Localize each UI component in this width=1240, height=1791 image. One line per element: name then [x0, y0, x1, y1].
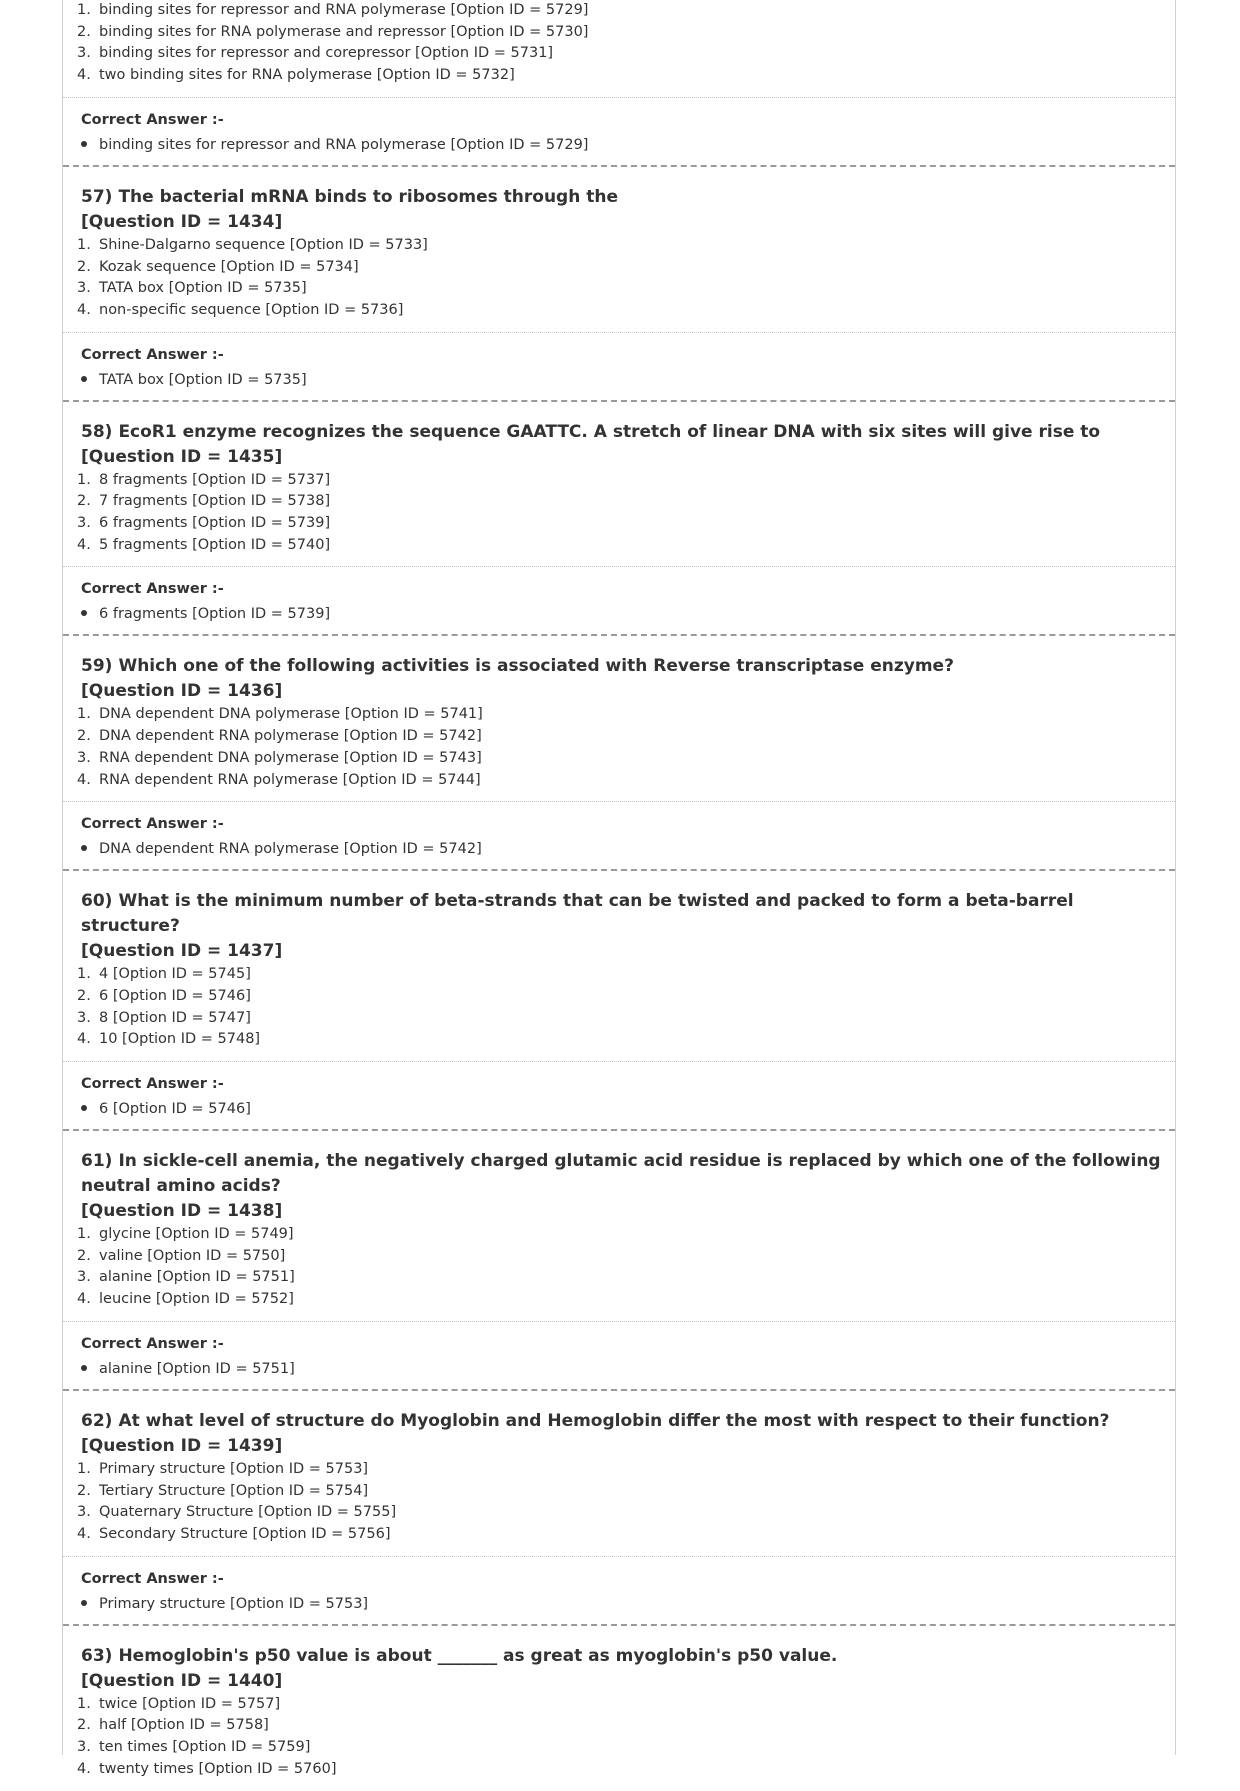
option-number: 1. [77, 2, 91, 18]
options-list [63, 964, 1175, 1061]
option-number: 4. [77, 1291, 91, 1308]
option-item [63, 1502, 1175, 1524]
option-item [63, 535, 1175, 557]
correct-answer-text: 6 fragments [Option ID = 5739] [99, 606, 331, 623]
option-text: 10 [Option ID = 5748] [99, 1031, 261, 1048]
option-item [63, 704, 1175, 726]
option-number: 4. [77, 1525, 91, 1542]
option-number: 2. [77, 493, 91, 510]
options [63, 1224, 1175, 1311]
question-number: 61) [81, 1151, 113, 1172]
question-text: What is the minimum number of beta-strands that can be twisted and packed to form a beta-barrel structure? [81, 891, 1074, 937]
option-text: Secondary Structure [Option ID = 5756] [99, 1525, 391, 1542]
correct-answer-box [63, 1061, 1175, 1131]
option-number: 3. [77, 1739, 91, 1756]
correct-answer-box [63, 801, 1175, 871]
options [63, 1459, 1175, 1546]
option-text: 6 fragments [Option ID = 5739] [99, 515, 331, 532]
option-item [63, 22, 1175, 44]
option-text: 7 fragments [Option ID = 5738] [99, 493, 331, 510]
option-item [63, 1289, 1175, 1311]
option-number: 3. [77, 1009, 91, 1026]
option-text: RNA dependent DNA polymerase [Option ID = 5743] [99, 749, 482, 766]
options [63, 470, 1175, 557]
correct-answer-label: Correct Answer :- [81, 1570, 224, 1587]
option-number: 4. [77, 1760, 91, 1777]
question-block-continued [63, 0, 1175, 167]
option-number: 1. [77, 1695, 91, 1712]
correct-answer [81, 604, 1175, 624]
question-block [63, 1131, 1175, 1391]
question-block [63, 1626, 1175, 1791]
option-text: twice [Option ID = 5757] [99, 1695, 281, 1712]
question-block [63, 402, 1175, 637]
option-item [63, 235, 1175, 257]
option-text: 6 [Option ID = 5746] [99, 987, 251, 1004]
option-number: 3. [77, 45, 91, 62]
option-item [63, 986, 1175, 1008]
correct-answer-label: Correct Answer :- [81, 1076, 224, 1093]
options [63, 235, 1175, 322]
question-title [81, 871, 1175, 939]
correct-answer [81, 1594, 1175, 1614]
correct-answer [81, 839, 1175, 859]
correct-answer [81, 1099, 1175, 1119]
question-text: Which one of the following activities is associated with Reverse transcriptase enzyme? [118, 656, 954, 677]
option-number: 4. [77, 771, 91, 788]
bullet-icon [81, 1105, 87, 1111]
option-item [63, 770, 1175, 792]
bullet-icon [81, 845, 87, 851]
correct-answer-box [63, 1321, 1175, 1391]
option-number: 3. [77, 1269, 91, 1286]
option-item [63, 1759, 1175, 1781]
correct-answer-label: Correct Answer :- [81, 581, 224, 598]
option-item [63, 1524, 1175, 1546]
options-list [63, 1459, 1175, 1556]
correct-answer-box [63, 97, 1175, 167]
option-number: 2. [77, 258, 91, 275]
options [63, 964, 1175, 1051]
question-id: [Question ID = 1439] [81, 1435, 283, 1456]
option-number: 2. [77, 23, 91, 40]
correct-answer-label: Correct Answer :- [81, 346, 224, 363]
option-item [63, 964, 1175, 986]
options [63, 0, 1175, 87]
question-number: 63) [81, 1645, 113, 1666]
question-title [81, 636, 1175, 679]
option-item [63, 0, 1175, 22]
option-text: 8 fragments [Option ID = 5737] [99, 471, 331, 488]
option-number: 4. [77, 1031, 91, 1048]
option-number: 4. [77, 301, 91, 318]
option-number: 2. [77, 728, 91, 745]
option-item [63, 257, 1175, 279]
option-item [63, 513, 1175, 535]
option-text: leucine [Option ID = 5752] [99, 1291, 294, 1308]
option-item [63, 1246, 1175, 1268]
question-text: EcoR1 enzyme recognizes the sequence GAATTC. A stretch of linear DNA with six sites will give rise to [118, 421, 1101, 442]
option-item [63, 1008, 1175, 1030]
question-number: 60) [81, 891, 113, 912]
option-number: 1. [77, 471, 91, 488]
bullet-icon [81, 376, 87, 382]
question-block [63, 636, 1175, 871]
option-text: DNA dependent DNA polymerase [Option ID = 5741] [99, 706, 483, 723]
option-item [63, 278, 1175, 300]
option-text: binding sites for repressor and corepressor [Option ID = 5731] [99, 45, 554, 62]
option-item [63, 1481, 1175, 1503]
options-list [63, 1694, 1175, 1791]
correct-answer-text: binding sites for repressor and RNA polymerase [Option ID = 5729] [99, 136, 589, 153]
question-text: Hemoglobin's p50 value is about _______ as great as myoglobin's p50 value. [118, 1645, 838, 1666]
option-item [63, 1715, 1175, 1737]
bullet-icon [81, 610, 87, 616]
option-text: valine [Option ID = 5750] [99, 1247, 286, 1264]
options [63, 704, 1175, 791]
options-list [63, 470, 1175, 567]
option-item [63, 1737, 1175, 1759]
option-text: ten times [Option ID = 5759] [99, 1739, 311, 1756]
question-id: [Question ID = 1440] [81, 1670, 283, 1691]
option-text: Primary structure [Option ID = 5753] [99, 1460, 369, 1477]
option-text: 8 [Option ID = 5747] [99, 1009, 251, 1026]
question-text: In sickle-cell anemia, the negatively charged glutamic acid residue is replaced by which one of the following neutral amino acids? [81, 1151, 1161, 1197]
option-text: RNA dependent RNA polymerase [Option ID = 5744] [99, 771, 481, 788]
question-title [81, 167, 1175, 210]
correct-answer [81, 1359, 1175, 1379]
option-text: DNA dependent RNA polymerase [Option ID = 5742] [99, 728, 482, 745]
question-number: 62) [81, 1410, 113, 1431]
question-id: [Question ID = 1437] [81, 941, 283, 962]
option-text: two binding sites for RNA polymerase [Option ID = 5732] [99, 67, 515, 84]
option-number: 1. [77, 706, 91, 723]
question-id: [Question ID = 1434] [81, 211, 283, 232]
correct-answer-text: alanine [Option ID = 5751] [99, 1360, 295, 1377]
option-text: TATA box [Option ID = 5735] [99, 280, 307, 297]
option-text: glycine [Option ID = 5749] [99, 1226, 294, 1243]
question-number: 58) [81, 421, 113, 442]
option-item [63, 491, 1175, 513]
option-number: 4. [77, 67, 91, 84]
correct-answer-box [63, 332, 1175, 402]
option-number: 1. [77, 1460, 91, 1477]
correct-answer-box [63, 566, 1175, 636]
options-list [63, 235, 1175, 332]
option-number: 2. [77, 987, 91, 1004]
option-number: 2. [77, 1717, 91, 1734]
question-title [81, 1626, 1175, 1669]
option-item [63, 726, 1175, 748]
question-title [81, 402, 1175, 445]
option-item [63, 300, 1175, 322]
option-text: binding sites for RNA polymerase and repressor [Option ID = 5730] [99, 23, 589, 40]
options-list-continued [63, 0, 1175, 97]
correct-answer-text: DNA dependent RNA polymerase [Option ID = 5742] [99, 841, 482, 858]
option-item [63, 65, 1175, 87]
bullet-icon [81, 1365, 87, 1371]
option-number: 4. [77, 536, 91, 553]
option-text: 5 fragments [Option ID = 5740] [99, 536, 331, 553]
options [63, 1694, 1175, 1781]
option-item [63, 1224, 1175, 1246]
option-item [63, 43, 1175, 65]
option-number: 1. [77, 966, 91, 983]
question-block [63, 167, 1175, 402]
correct-answer-text: TATA box [Option ID = 5735] [99, 371, 307, 388]
options-list [63, 1224, 1175, 1321]
question-number: 59) [81, 656, 113, 677]
option-number: 2. [77, 1247, 91, 1264]
question-block [63, 871, 1175, 1131]
bullet-icon [81, 1600, 87, 1606]
option-text: binding sites for repressor and RNA polymerase [Option ID = 5729] [99, 2, 589, 18]
option-item [63, 1694, 1175, 1716]
option-item [63, 1267, 1175, 1289]
correct-answer-box [63, 1556, 1175, 1626]
option-item [63, 470, 1175, 492]
option-text: non-specific sequence [Option ID = 5736] [99, 301, 404, 318]
bullet-icon [81, 141, 87, 147]
question-id: [Question ID = 1438] [81, 1201, 283, 1222]
option-item [63, 1459, 1175, 1481]
correct-answer-label: Correct Answer :- [81, 111, 224, 128]
option-item [63, 1029, 1175, 1051]
option-text: half [Option ID = 5758] [99, 1717, 269, 1734]
question-list [63, 167, 1175, 1791]
option-number: 1. [77, 236, 91, 253]
question-title [81, 1391, 1175, 1434]
option-number: 3. [77, 515, 91, 532]
option-text: twenty times [Option ID = 5760] [99, 1760, 337, 1777]
question-id: [Question ID = 1435] [81, 446, 283, 467]
question-title [81, 1131, 1175, 1199]
question-id: [Question ID = 1436] [81, 681, 283, 702]
option-number: 3. [77, 749, 91, 766]
correct-answer-text: 6 [Option ID = 5746] [99, 1101, 251, 1118]
option-text: alanine [Option ID = 5751] [99, 1269, 295, 1286]
option-number: 3. [77, 280, 91, 297]
option-item [63, 748, 1175, 770]
option-text: Kozak sequence [Option ID = 5734] [99, 258, 359, 275]
option-text: Tertiary Structure [Option ID = 5754] [99, 1482, 369, 1499]
question-text: At what level of structure do Myoglobin and Hemoglobin differ the most with respect to their function? [118, 1410, 1110, 1431]
correct-answer [81, 370, 1175, 390]
correct-answer [81, 135, 1175, 155]
question-text: The bacterial mRNA binds to ribosomes through the [118, 186, 619, 207]
option-text: Shine-Dalgarno sequence [Option ID = 5733] [99, 236, 428, 253]
question-sheet [62, 0, 1176, 1777]
options-list [63, 704, 1175, 801]
question-block [63, 1391, 1175, 1626]
option-text: 4 [Option ID = 5745] [99, 966, 251, 983]
question-number: 57) [81, 186, 113, 207]
correct-answer-label: Correct Answer :- [81, 1335, 224, 1352]
correct-answer-text: Primary structure [Option ID = 5753] [99, 1595, 369, 1612]
option-text: Quaternary Structure [Option ID = 5755] [99, 1504, 397, 1521]
correct-answer-label: Correct Answer :- [81, 816, 224, 833]
option-number: 3. [77, 1504, 91, 1521]
option-number: 2. [77, 1482, 91, 1499]
option-number: 1. [77, 1226, 91, 1243]
